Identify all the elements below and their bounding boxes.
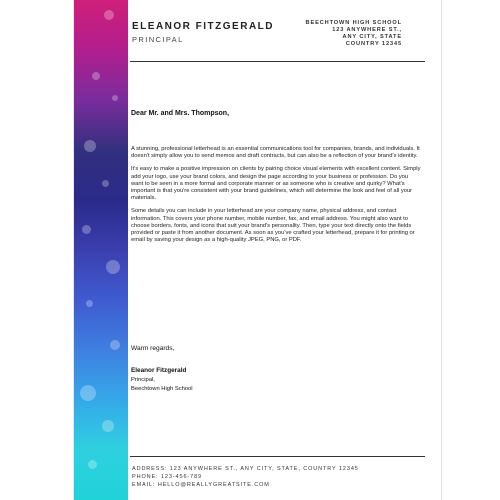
letter-body [131, 146, 421, 250]
body-paragraph: It's easy to make a positive impression on clients by pairing choice visual elements with excellent content. Simply add your logo, use your brand colors, and design the page according to your business or profession. Do you want to be seen in a more formal and corporate manner or as someone who is creative and quirky? What's important is that you're consistent with your brand guidelines, which will determine the look and feel of all your materials. [131, 166, 421, 202]
bokeh-dot [102, 180, 109, 187]
footer-email: EMAIL: HELLO@REALLYGREATSITE.COM [132, 482, 270, 488]
school-city: ANY CITY, STATE [342, 34, 402, 40]
closing-line: Warm regards, [131, 345, 175, 352]
bokeh-dot [80, 385, 96, 401]
salutation: Dear Mr. and Mrs. Thompson, [131, 110, 230, 117]
bokeh-dot [86, 300, 93, 307]
school-name: BEECHTOWN HIGH SCHOOL [305, 20, 402, 26]
footer-phone: PHONE: 123-456-789 [132, 474, 203, 480]
signature-role: Principal, [131, 377, 155, 383]
school-street: 123 ANYWHERE ST., [332, 27, 402, 33]
bokeh-dot [88, 460, 97, 469]
bokeh-dot [82, 225, 91, 234]
school-address-block [252, 20, 402, 48]
body-paragraph: Some details you can include in your letterhead are your company name, physical address, and contact information. This covers your phone number, mobile number, fax, and email address. You might also want to choose borders, fonts, and icons that suit your brand's personality. Then, type your text directly onto the fields provided or paste it from another document. As soon as you've crafted your letterhead, prepare it for printing or email by saving your design as a high-quality JPEG, PNG, or PDF. [131, 208, 415, 244]
bokeh-dot [104, 10, 114, 20]
body-paragraph: A stunning, professional letterhead is an essential communications tool for companies, brands, and individuals. It doesn't simply allow you to send memos and draft contracts, but can also be a reflection of your brand's identity. [131, 146, 420, 160]
signature-school: Beechtown High School [131, 386, 193, 392]
header-divider [130, 61, 425, 62]
signature-name: Eleanor Fitzgerald [131, 367, 187, 374]
bokeh-dot [112, 95, 118, 101]
sender-role-heading: PRINCIPAL [132, 35, 184, 44]
sender-name-heading: ELEANOR FITZGERALD [132, 21, 274, 32]
bokeh-dot [92, 72, 100, 80]
footer-address: ADDRESS: 123 ANYWHERE ST., ANY CITY, STATE, COUNTRY 12345 [132, 466, 359, 472]
footer-divider [130, 456, 425, 457]
bokeh-dot [106, 260, 120, 274]
decorative-bokeh-strip [74, 0, 128, 500]
school-country: COUNTRY 12345 [345, 41, 402, 47]
bokeh-dot [110, 340, 120, 350]
bokeh-dot [84, 140, 96, 152]
bokeh-dot [102, 420, 114, 432]
